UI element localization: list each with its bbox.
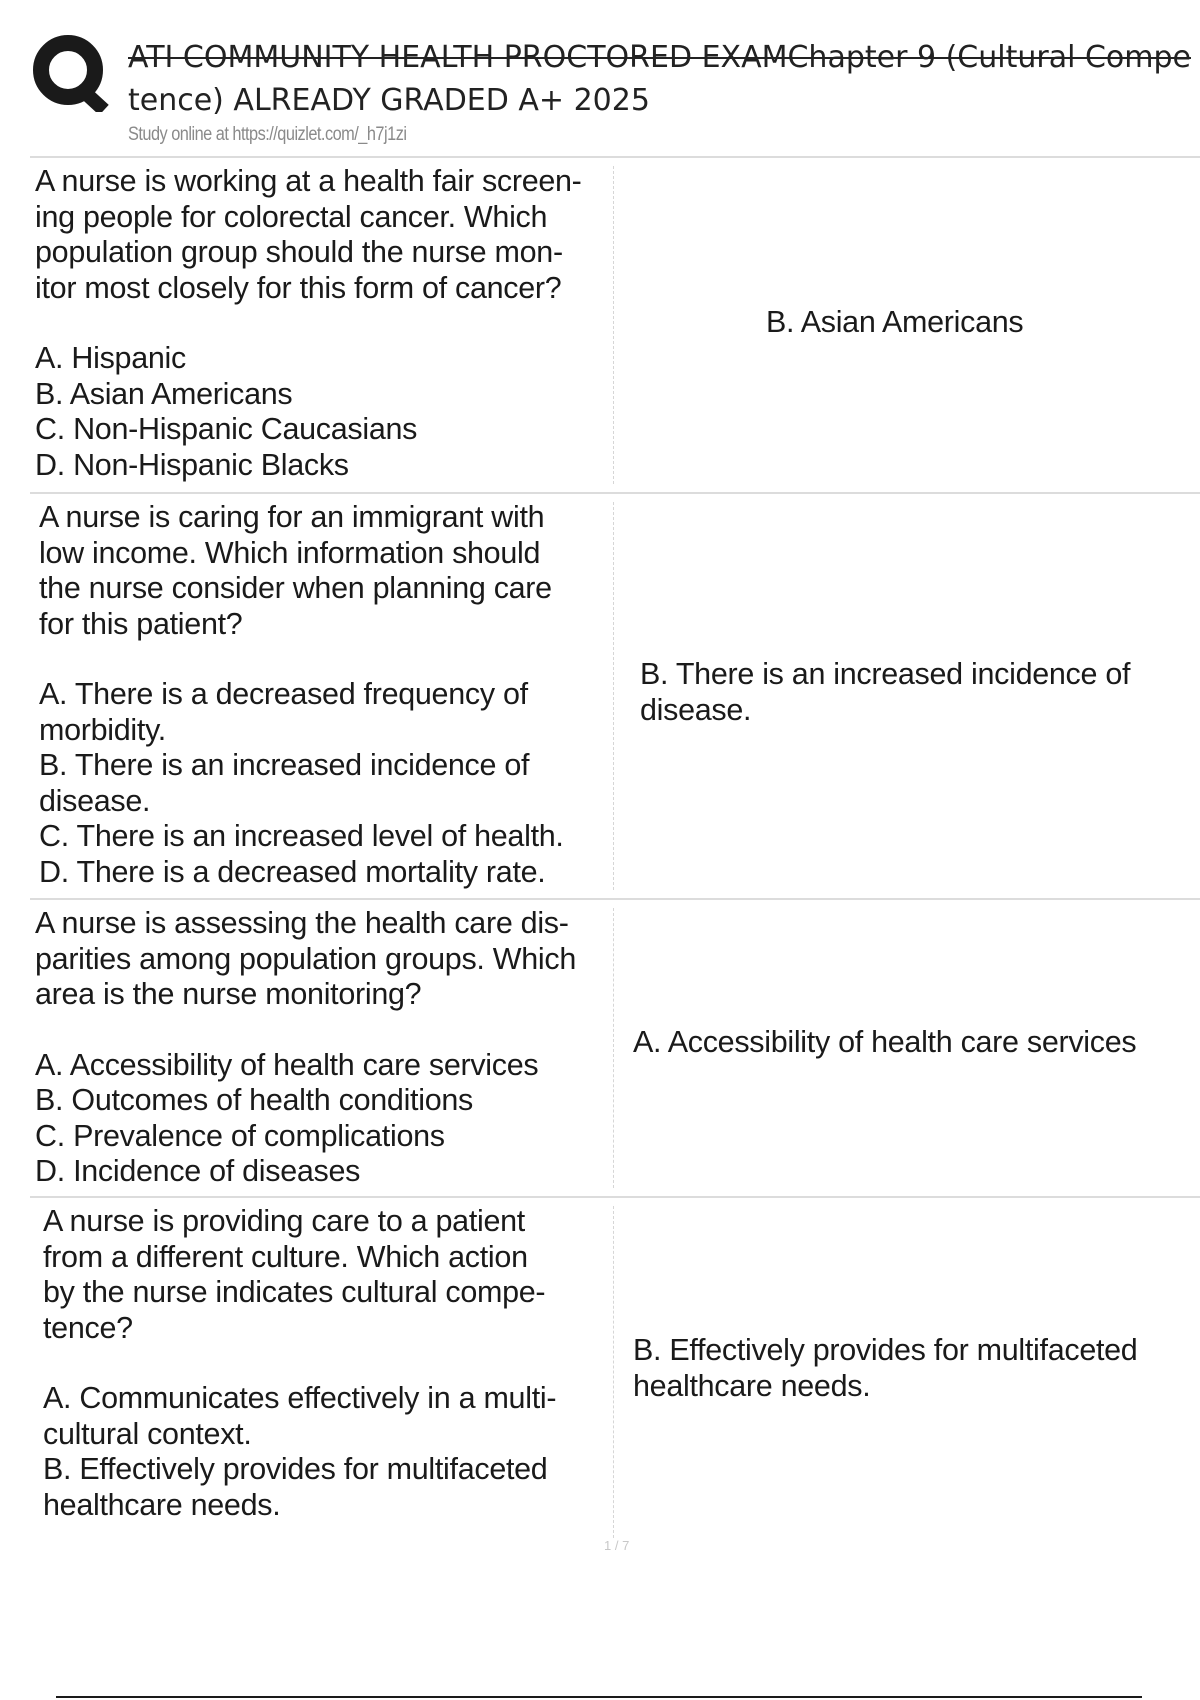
option-line: D. There is a decreased mortality rate. [39, 854, 546, 889]
question-line: itor most closely for this form of cancer? [35, 270, 562, 305]
question-line: A nurse is assessing the health care dis- [35, 906, 569, 940]
answer-line: healthcare needs. [633, 1369, 871, 1403]
option-line: disease. [39, 783, 151, 818]
option-line: A. Accessibility of health care services [35, 1047, 539, 1082]
question-line: for this patient? [39, 606, 243, 641]
question-line: tence? [43, 1310, 133, 1345]
question-line: A nurse is working at a health fair screen- [35, 164, 582, 198]
flashcard-table [30, 156, 1200, 1546]
question-cell [39, 500, 619, 890]
question-line: A nurse is caring for an immigrant with [39, 500, 545, 534]
option-line: A. There is a decreased frequency of [39, 677, 528, 711]
option-line: D. Incidence of diseases [35, 1154, 361, 1188]
flashcard-row [30, 1196, 1200, 1546]
answer-line: B. Asian Americans [766, 305, 1024, 339]
footer-divider [56, 1696, 1142, 1698]
option-line: A. Communicates effectively in a multi- [43, 1381, 557, 1415]
answer-cell [633, 1332, 1200, 1404]
option-line: B. There is an increased incidence of [39, 748, 530, 782]
title-line-1: ATI COMMUNITY HEALTH PROCTORED EXAMChapter 9 (Cultural Compe [128, 40, 1191, 75]
answer-cell [633, 1024, 1200, 1060]
question-line: A nurse is providing care to a patient [43, 1204, 525, 1238]
answer-line: A. Accessibility of health care services [633, 1025, 1137, 1059]
option-line: C. There is an increased level of health. [39, 819, 564, 853]
flashcard-row [30, 156, 1200, 492]
option-line: healthcare needs. [43, 1487, 281, 1522]
question-cell [43, 1204, 623, 1523]
option-line: B. Asian Americans [35, 376, 293, 411]
document-title [128, 36, 1200, 122]
option-line: C. Non-Hispanic Caucasians [35, 412, 418, 446]
option-line: B. Outcomes of health conditions [35, 1083, 473, 1117]
question-line: area is the nurse monitoring? [35, 977, 422, 1011]
question-line: parities among population groups. Which [35, 941, 577, 976]
question-line: by the nurse indicates cultural compe- [43, 1275, 546, 1309]
answer-line: B. Effectively provides for multifaceted [633, 1333, 1138, 1367]
option-line: morbidity. [39, 712, 166, 747]
question-line: from a different culture. Which action [43, 1239, 528, 1274]
flashcard-row [30, 492, 1200, 898]
option-line: D. Non-Hispanic Blacks [35, 447, 349, 482]
option-line: C. Prevalence of complications [35, 1118, 445, 1153]
question-cell [35, 164, 615, 483]
question-line: the nurse consider when planning care [39, 571, 552, 605]
page-number: 1 / 7 [604, 1538, 630, 1553]
title-line-2: tence) ALREADY GRADED A+ 2025 [128, 83, 650, 118]
option-line: A. Hispanic [35, 341, 186, 375]
answer-line: B. There is an increased incidence of [640, 657, 1131, 691]
question-cell [35, 906, 615, 1190]
option-line: cultural context. [43, 1416, 252, 1451]
question-line: ing people for colorectal cancer. Which [35, 199, 548, 234]
answer-cell [766, 304, 1200, 340]
question-line: population group should the nurse mon- [35, 235, 563, 269]
study-online-link[interactable]: Study online at https://quizlet.com/_h7j1zi [128, 124, 407, 145]
quizlet-logo-icon [30, 32, 110, 112]
answer-cell [640, 656, 1200, 728]
flashcard-row [30, 898, 1200, 1196]
answer-line: disease. [640, 693, 752, 727]
option-line: B. Effectively provides for multifaceted [43, 1452, 548, 1486]
question-line: low income. Which information should [39, 535, 541, 570]
